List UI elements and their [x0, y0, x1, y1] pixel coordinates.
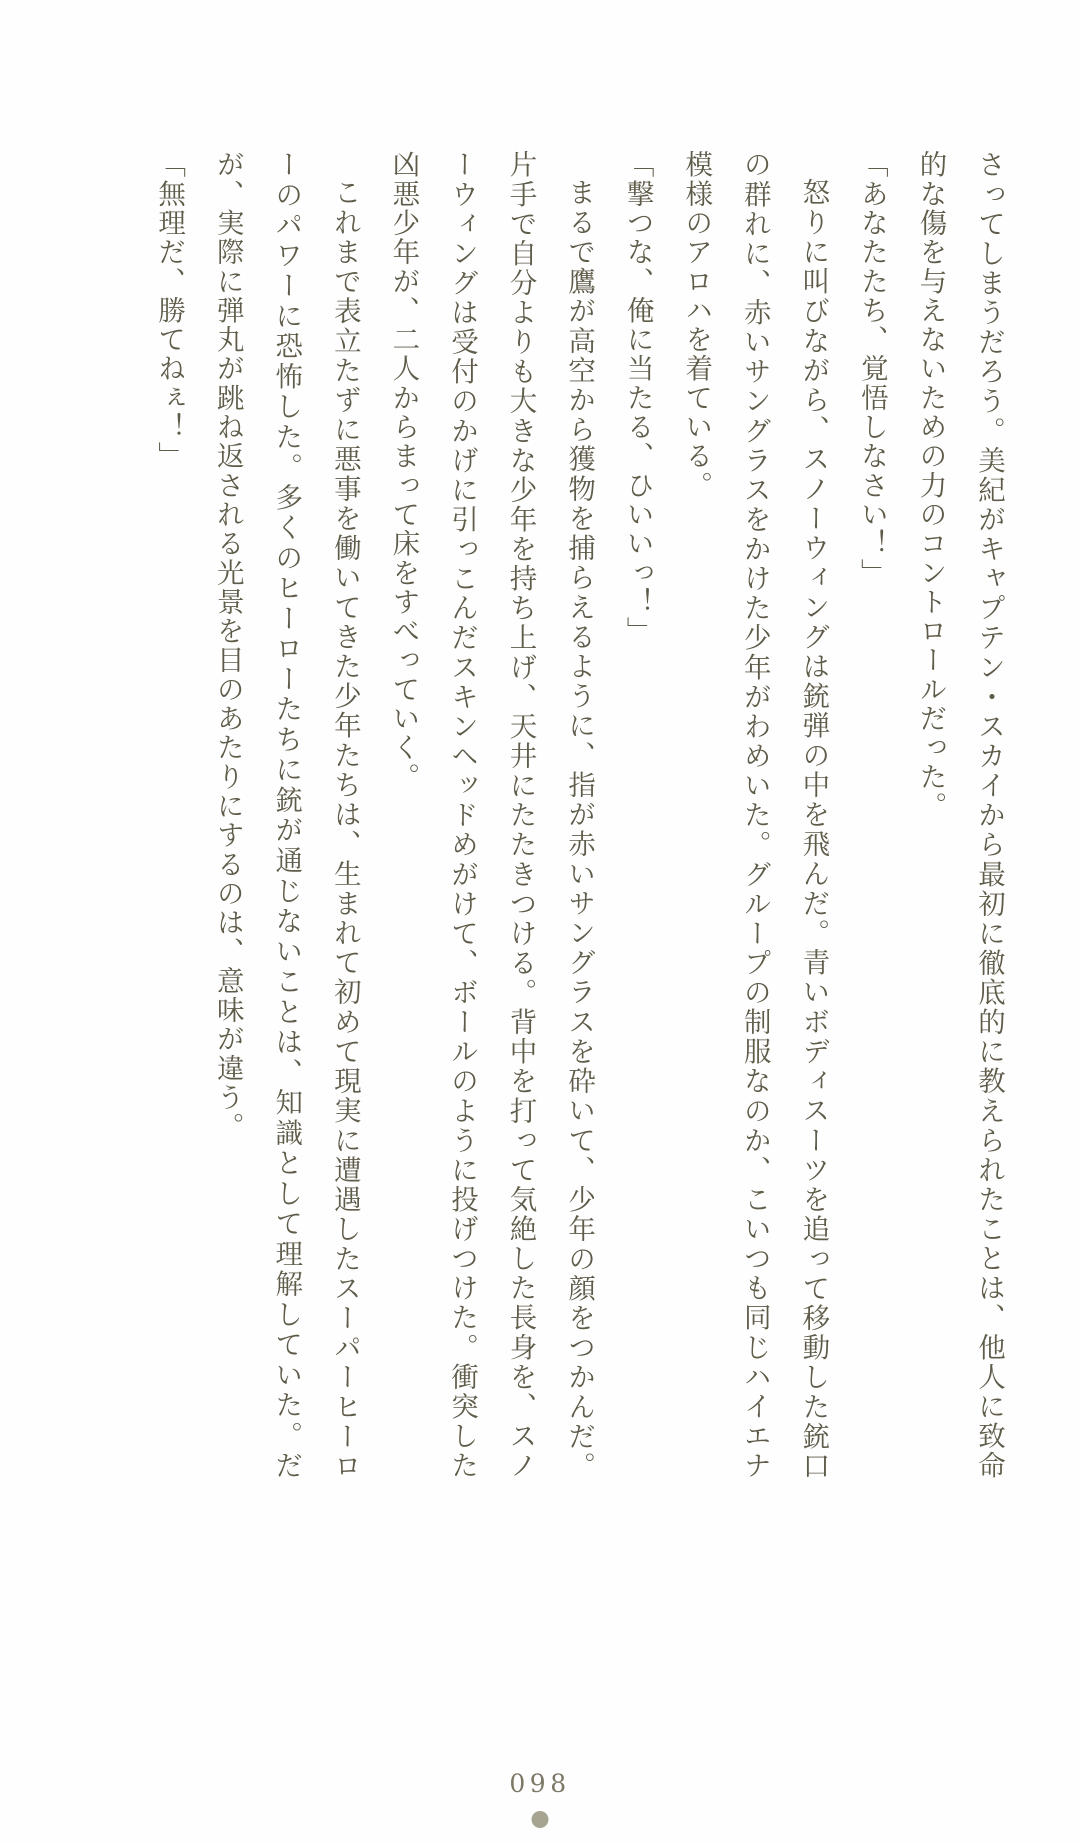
paragraph-5: まるで鷹が高空から獲物を捕らえるように、指が赤いサングラスを砕いて、少年の顔をつかんだ。片手で自分よりも大きな少年を持ち上げ、天井にたたきつける。背中を打って気絶した長身を、スノーウィングは受付のかげに引っこんだスキンヘッドめがけて、ボールのように投げつけた。衝突した凶悪少年が、二人からまって床をすべっていく。 [387, 150, 596, 1480]
paragraph-4: 「撃つな、俺に当たる、ひいいっ！」 [621, 150, 654, 646]
paragraph-2: 「あなたたち、覚悟しなさい！」 [855, 150, 888, 588]
paragraph-6: これまで表立たずに悪事を働いてきた少年たちは、生まれて初めて現実に遭遇したスーパーヒーローのパワーに恐怖した。多くのヒーローたちに銃が通じないことは、知識として理解していた。だが、実際に弾丸が跳ね返される光景を目のあたりにするのは、意味が違う。 [211, 150, 361, 1480]
page-footer-dot-ornament [532, 1811, 549, 1828]
page-number: 098 [509, 1769, 571, 1798]
paragraph-1: さってしまうだろう。美紀がキャプテン・スカイから最初に徹底的に教えられたことは、他人に致命的な傷を与えないための力のコントロールだった。 [914, 150, 1005, 1480]
paragraph-3: 怒りに叫びながら、スノーウィングは銃弾の中を飛んだ。青いボディスーツを追って移動した銃口の群れに、赤いサングラスをかけた少年がわめいた。グループの制服なのか、こいつも同じハイエナ模様のアロハを着ている。 [680, 150, 830, 1480]
page-body-text [153, 150, 1018, 1480]
paragraph-7: 「無理だ、勝てねぇ！」 [153, 150, 186, 471]
